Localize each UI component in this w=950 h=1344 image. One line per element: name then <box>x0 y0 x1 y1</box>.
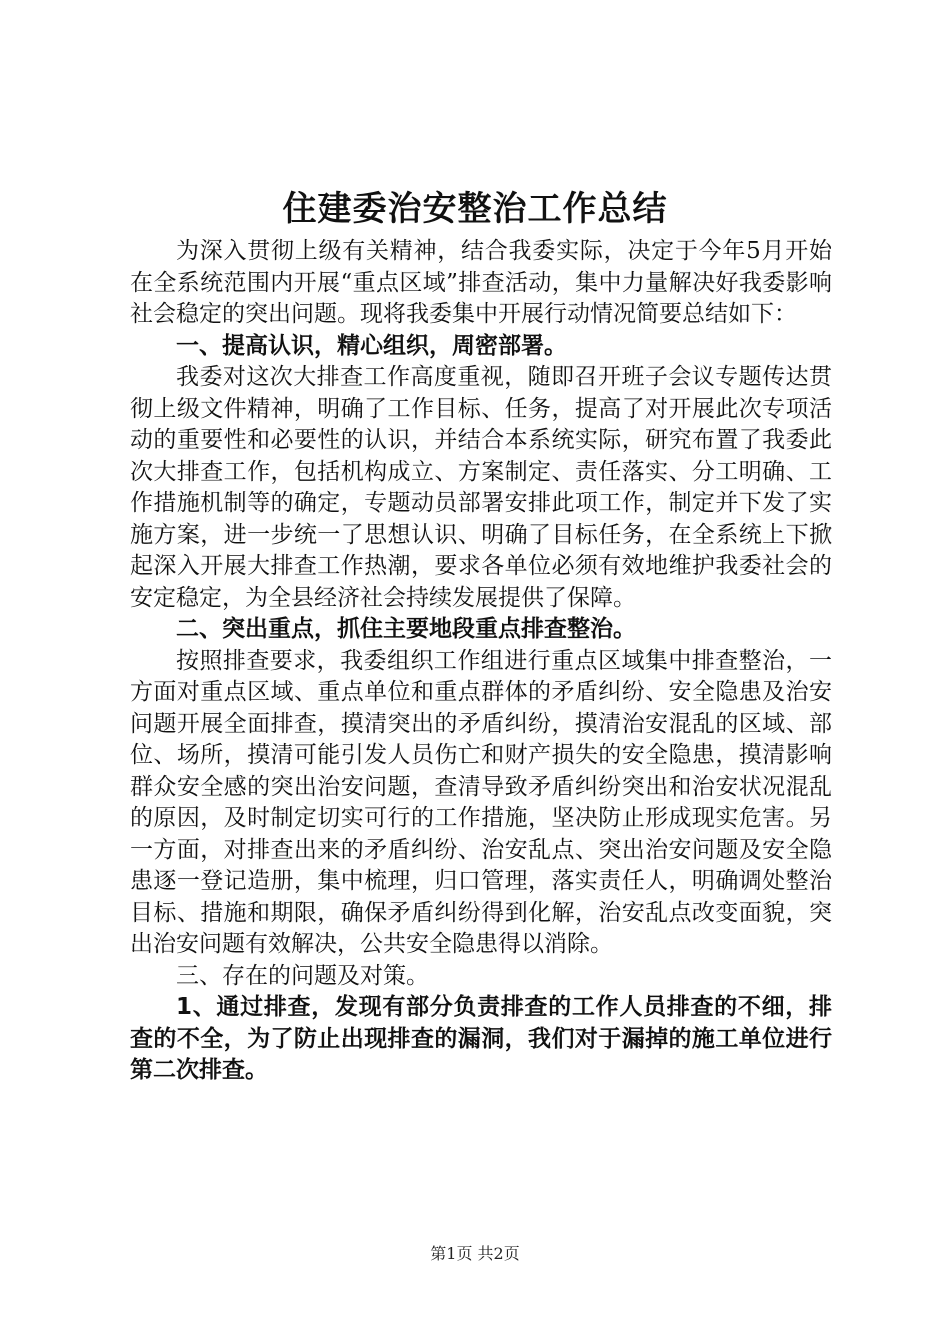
section-paragraph-2: 按照排查要求，我委组织工作组进行重点区域集中排查整治，一方面对重点区域、重点单位和重点群体的矛盾纠纷、安全隐患及治安问题开展全面排查，摸清突出的矛盾纠纷，摸清治安混乱的区域、部位、场所，摸清可能引发人员伤亡和财产损失的安全隐患，摸清影响群众安全感的突出治安问题，查清导致矛盾纠纷突出和治安状况混乱的原因，及时制定切实可行的工作措施，坚决防止形成现实危害。另一方面，对排查出来的矛盾纠纷、治安乱点、突出治安问题及安全隐患逐一登记造册，集中梳理，归口管理，落实责任人，明确调处整治目标、措施和期限，确保矛盾纠纷得到化解，治安乱点改变面貌，突出治安问题有效解决，公共安全隐患得以消除。 <box>130 647 832 957</box>
document-body <box>130 236 832 1087</box>
document-title: 住建委治安整治工作总结 <box>282 189 668 229</box>
section-heading-2: 二、突出重点，抓住主要地段重点排查整治。 <box>176 616 636 642</box>
section-paragraph-3: 1、通过排查，发现有部分负责排查的工作人员排查的不细，排查的不全，为了防止出现排查的漏洞，我们对于漏掉的施工单位进行第二次排查。 <box>130 994 832 1083</box>
section-heading-3: 三、存在的问题及对策。 <box>176 962 429 989</box>
section-heading-1: 一、提高认识，精心组织，周密部署。 <box>176 332 567 359</box>
section-paragraph-1: 我委对这次大排查工作高度重视，随即召开班子会议专题传达贯彻上级文件精神，明确了工作目标、任务，提高了对开展此次专项活动的重要性和必要性的认识，并结合本系统实际，研究布置了我委此次大排查工作，包括机构成立、方案制定、责任落实、分工明确、工作措施机制等的确定，专题动员部署安排此项工作，制定并下发了实施方案，进一步统一了思想认识、明确了目标任务，在全系统上下掀起深入开展大排查工作热潮，要求各单位必须有效地维护我委社会的安定稳定，为全县经济社会持续发展提供了保障。 <box>130 364 832 611</box>
intro-paragraph: 为深入贯彻上级有关精神，结合我委实际，决定于今年5月开始在全系统范围内开展“重点区域”排查活动，集中力量解决好我委影响社会稳定的突出问题。现将我委集中开展行动情况简要总结如下： <box>130 238 832 327</box>
page-footer: 第1页 共2页 <box>430 1244 520 1263</box>
